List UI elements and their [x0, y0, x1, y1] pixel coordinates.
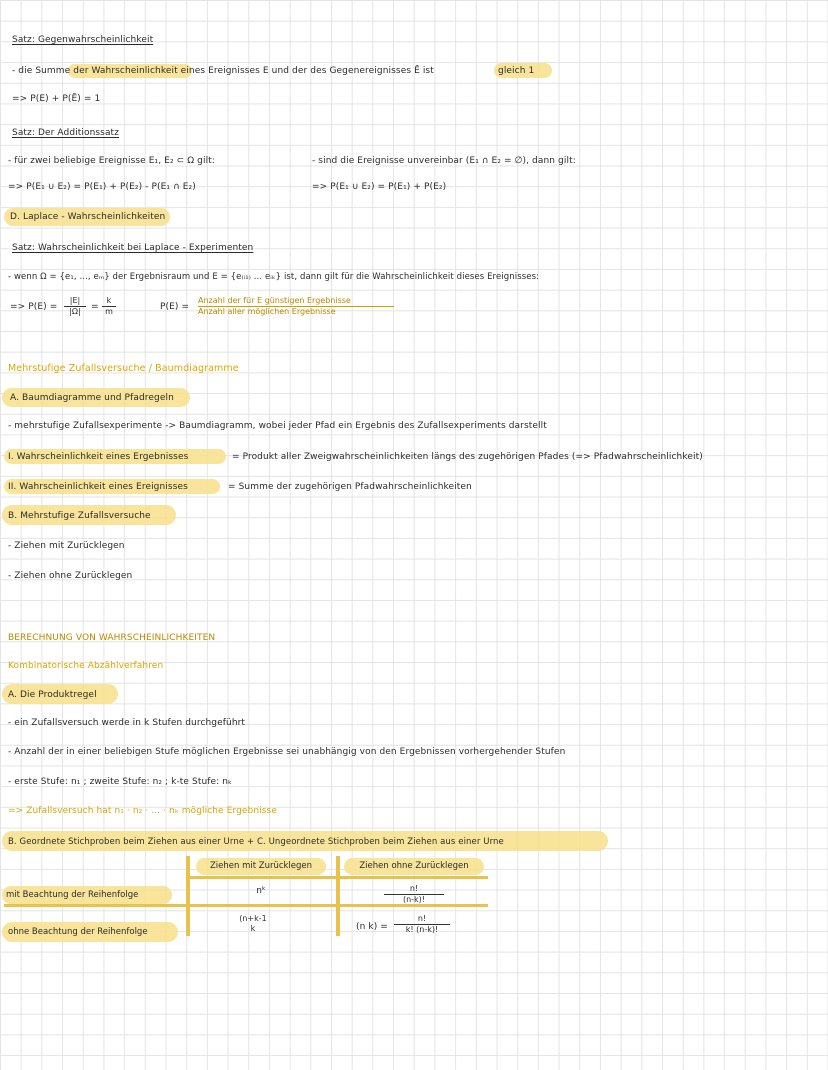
table-vline-1 — [186, 856, 190, 936]
fraction-1-denominator: |Ω| — [69, 307, 81, 316]
gegen-formula: => P(E) + P(Ē) = 1 — [12, 94, 101, 104]
fraction-2-numerator: k — [102, 296, 116, 307]
fraction-2-denominator: m — [105, 307, 113, 316]
r1c2-numerator: n! — [384, 884, 444, 895]
produktregel-line-1: - ein Zufallsversuch werde in k Stufen durchgeführt — [8, 718, 246, 728]
laplace-formula2-prefix: P(E) = — [160, 302, 190, 312]
additionssatz-heading: Satz: Der Additionssatz — [12, 128, 120, 138]
pfadregel-1-label: I. Wahrscheinlichkeit eines Ergebnisses — [8, 452, 189, 462]
table-hline-header — [186, 876, 488, 879]
satz-gegenwahrscheinlichkeit-heading: Satz: Gegenwahrscheinlichkeit — [12, 35, 154, 45]
table-row-2-label: ohne Beachtung der Reihenfolge — [8, 927, 148, 937]
laplace-formula-prefix: => P(E) = — [10, 302, 58, 312]
gegen-text-gleich: gleich 1 — [498, 66, 535, 76]
kombinatorik-subheading: Kombinatorische Abzählverfahren — [8, 661, 164, 671]
berechnung-heading: BERECHNUNG VON WAHRSCHEINLICHKEITEN — [8, 633, 216, 643]
table-vline-2 — [336, 856, 340, 936]
fraction-3-denominator: Anzahl aller möglichen Ergebnisse — [198, 307, 336, 316]
table-r1c2-fraction — [384, 884, 444, 905]
produktregel-line-3: - erste Stufe: n₁ ; zweite Stufe: n₂ ; k-te Stufe: nₖ — [8, 777, 232, 787]
pfadregel-1-text: = Produkt aller Zweigwahrscheinlichkeiten längs des zugehörigen Pfades (=> Pfadwahrscheinlichkeit) — [232, 452, 703, 462]
laplace-fraction-2 — [102, 296, 116, 317]
fraction-1-numerator: |E| — [64, 296, 86, 307]
mehrstufige-zufallsversuche-heading: B. Mehrstufige Zufallsversuche — [8, 511, 151, 521]
pfadregel-2-label: II. Wahrscheinlichkeit eines Ereignisses — [8, 482, 188, 492]
table-r1c1: nᵏ — [256, 886, 266, 896]
r1c2-denominator: (n-k)! — [402, 895, 426, 904]
r2c2-numerator: n! — [394, 914, 450, 925]
table-r2c2-prefix: (n k) = — [356, 922, 388, 932]
laplace-fraction-3 — [198, 296, 394, 317]
mehrstufig-heading: Mehrstufige Zufallsversuche / Baumdiagramme — [8, 363, 239, 374]
table-col-2-header: Ziehen ohne Zurücklegen — [359, 861, 469, 871]
gegen-text-line: - die Summe der Wahrscheinlichkeit eines Ereignisses E und der des Gegenereignisses Ē ist — [12, 66, 434, 76]
r2c2-denominator: k! (n-k)! — [405, 925, 439, 934]
laplace-satz-heading: Satz: Wahrscheinlichkeit bei Laplace - Experimenten — [12, 243, 254, 253]
table-col-1-header: Ziehen mit Zurücklegen — [209, 861, 313, 871]
mehrstufig-line-1: - mehrstufige Zufallsexperimente -> Baumdiagramm, wobei jeder Pfad ein Ergebnis des Zufallsexperiments darstellt — [8, 421, 547, 431]
additionssatz-right-formula: => P(E₁ ∪ E₂) = P(E₁) + P(E₂) — [312, 182, 447, 192]
fraction-3-numerator: Anzahl der für E günstigen Ergebnisse — [198, 296, 394, 307]
laplace-fraction-1 — [64, 296, 86, 317]
r2c1-top: (n+k-1 — [239, 914, 267, 923]
ziehen-mit-zuruecklegen: - Ziehen mit Zurücklegen — [8, 541, 125, 551]
table-row-1-label: mit Beachtung der Reihenfolge — [6, 890, 139, 900]
produktregel-line-4: => Zufallsversuch hat n₁ · n₂ · ... · nₖ mögliche Ergebnisse — [8, 806, 277, 816]
laplace-equals: = — [91, 302, 99, 312]
additionssatz-right-text: - sind die Ereignisse unvereinbar (E₁ ∩ E₂ = ∅), dann gilt: — [312, 156, 576, 166]
produktregel-line-2: - Anzahl der in einer beliebigen Stufe möglichen Ergebnisse sei unabhängig von den Ergebnissen vorhergehender Stufen — [8, 747, 566, 757]
baumdiagramme-heading: A. Baumdiagramme und Pfadregeln — [10, 393, 174, 403]
additionssatz-left-text: - für zwei beliebige Ereignisse E₁, E₂ ⊂ Ω gilt: — [8, 156, 215, 166]
produktregel-heading: A. Die Produktregel — [8, 690, 97, 700]
stichproben-heading: B. Geordnete Stichproben beim Ziehen aus einer Urne + C. Ungeordnete Stichproben beim Ziehen aus einer Urne — [8, 837, 504, 847]
r2c1-bottom: k — [250, 924, 256, 933]
table-r2c2-fraction — [394, 914, 450, 935]
additionssatz-left-formula: => P(E₁ ∪ E₂) = P(E₁) + P(E₂) - P(E₁ ∩ E₂) — [8, 182, 196, 192]
laplace-heading: D. Laplace - Wahrscheinlichkeiten — [10, 212, 166, 222]
table-r2c1-binomial — [220, 914, 286, 934]
pfadregel-2-text: = Summe der zugehörigen Pfadwahrscheinlichkeiten — [228, 482, 472, 492]
ziehen-ohne-zuruecklegen: - Ziehen ohne Zurücklegen — [8, 571, 133, 581]
laplace-text: - wenn Ω = {e₁, ..., eₘ} der Ergebnisraum und E = {e₍ᵢ₁₎ ... eᵢₖ} ist, dann gilt für die Wahrscheinlichkeit dieses Ereignisses: — [8, 272, 540, 282]
